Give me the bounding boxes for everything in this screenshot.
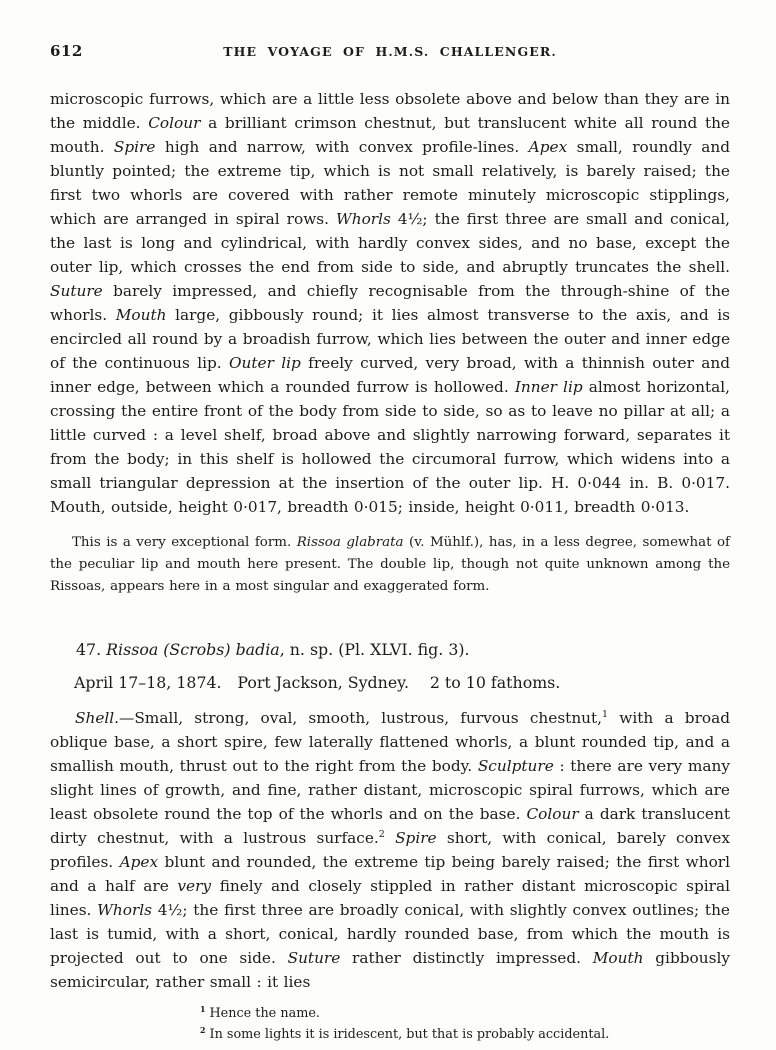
paragraph-taxonomic-remark: This is a very exceptional form. Rissoa glabrata (v. Mühlf.), has, in a less degree, somewhat of the peculiar lip and mouth here present. The double lip, though not quite unknown among the Rissoas, appears here in a most singular and exaggerated form. <box>50 535 730 594</box>
collection-locality-line: April 17–18, 1874. Port Jackson, Sydney. 2 to 10 fathoms. <box>74 673 561 692</box>
paragraph-species-47-description: Shell.—Small, strong, oval, smooth, lustrous, furvous chestnut,$^1$ with a broad oblique base, a short spire, few laterally flattened whorls, a blunt rounded tip, and a smallish mouth, thrust out to the right from the body. Sculpture : there are very many slight lines of growth, and fine, rather distant, microscopic spiral furrows, which are least obsolete round the top of the whorls and on the base. Colour a dark translucent dirty chestnut, with a lustrous surface.$^2$ Spire short, with conical, barely convex profiles. Apex blunt and rounded, the extreme tip being barely raised; the first whorl and a half are very finely and closely stippled in rather distant microscopic spiral lines. Whorls 4½; the first three are broadly conical, with slightly convex outlines; the last is tumid, with a short, conical, hardly rounded base, from which the mouth is projected out to one side. Suture rather distinctly impressed. Mouth gibbously semicircular, rather small : it lies <box>50 708 730 991</box>
running-title: THE VOYAGE OF H.M.S. CHALLENGER. <box>223 44 557 59</box>
footnote-2-text: In some lights it is iridescent, but that is probably accidental. <box>209 1027 610 1042</box>
footnotes <box>200 1003 730 1045</box>
footnote-2 <box>200 1024 730 1045</box>
footnote-1 <box>200 1003 730 1024</box>
footnote-1-text: Hence the name. <box>209 1006 320 1021</box>
species-heading-47-rissoa-badia: 47. Rissoa (Scrobs) badia, n. sp. (Pl. XLVI. fig. 3). <box>76 640 470 659</box>
footnote-1-marker: 1 <box>200 1004 206 1014</box>
footnote-2-marker: 2 <box>200 1025 206 1035</box>
paragraph-species-46-description: microscopic furrows, which are a little less obsolete above and below than they are in the middle. Colour a brilliant crimson chestnut, but translucent white all round the mouth. Spire high and narrow, with convex profile-lines. Apex small, roundly and bluntly pointed; the extreme tip, which is not small relatively, is barely raised; the first two whorls are covered with rather remote minutely microscopic stipplings, which are arranged in spiral rows. Whorls 4½; the first three are small and conical, the last is long and cylindrical, with hardly convex sides, and no base, except the outer lip, which crosses the end from side to side, and abruptly truncates the shell. Suture barely impressed, and chiefly recognisable from the through-shine of the whorls. Mouth large, gibbously round; it lies almost transverse to the axis, and is encircled all round by a broadish furrow, which lies between the outer and inner edge of the continuous lip. Outer lip freely curved, very broad, with a thinnish outer and inner edge, between which a rounded furrow is hollowed. Inner lip almost horizontal, crossing the entire front of the body from side to side, so as to leave no pillar at all; a little curved : a level shelf, broad above and slightly narrowing forward, separates it from the body; in this shelf is hollowed the circumoral furrow, which widens into a small triangular depression at the insertion of the outer lip. H. 0·044 in. B. 0·017. Mouth, outside, height 0·017, breadth 0·015; inside, height 0·011, breadth 0·013. <box>50 90 731 516</box>
page-header <box>50 42 730 64</box>
page-number: 612 <box>50 42 83 60</box>
